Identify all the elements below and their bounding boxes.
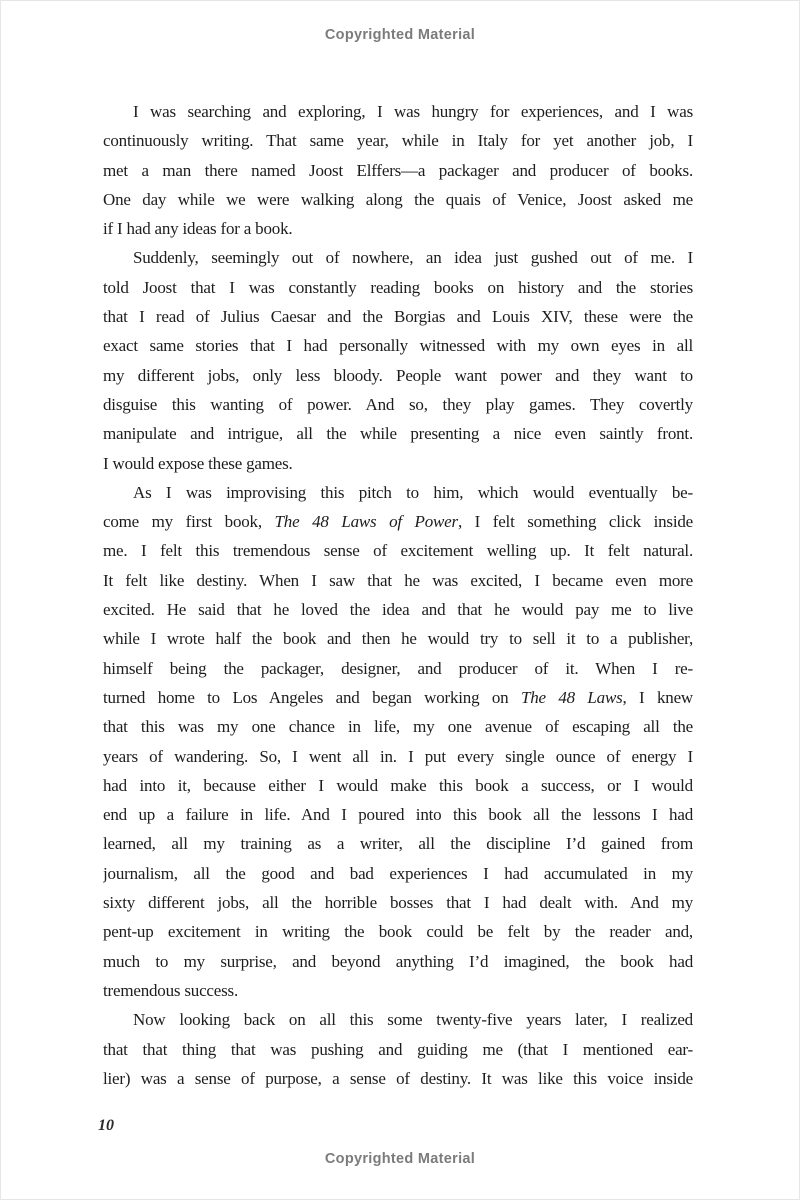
text-line [103, 771, 693, 800]
text-line [103, 595, 693, 624]
text-run: Suddenly, seemingly out of nowhere, an idea just gushed out of me. I [133, 248, 693, 268]
text-run: if I had any ideas for a book. [103, 219, 293, 239]
text-run: pent-up excitement in writing the book could be felt by the reader and, [103, 922, 693, 942]
text-run: journalism, all the good and bad experiences I had accumulated in my [103, 863, 693, 883]
text-run: exact same stories that I had personally witnessed with my own eyes in all [103, 336, 693, 356]
text-line [103, 1064, 693, 1093]
book-title-italic: The 48 Laws of Power [274, 512, 458, 532]
text-run: One day while we were walking along the quais of Venice, Joost asked me [103, 189, 693, 209]
text-run: disguise this wanting of power. And so, they play games. They covertly [103, 394, 693, 414]
text-run: manipulate and intrigue, all the while presenting a nice even saintly front. [103, 424, 693, 444]
text-line [103, 712, 693, 741]
text-line [103, 536, 693, 565]
text-run: end up a failure in life. And I poured into this book all the lessons I had [103, 805, 693, 825]
text-run: told Joost that I was constantly reading books on history and the stories [103, 277, 693, 297]
text-line [103, 273, 693, 302]
text-run: learned, all my training as a writer, all the discipline I’d gained from [103, 834, 693, 854]
text-line [103, 214, 693, 243]
text-line [103, 947, 693, 976]
text-run: met a man there named Joost Elffers—a packager and producer of books. [103, 160, 693, 180]
text-block [103, 97, 693, 1093]
text-line [103, 1005, 693, 1034]
text-run: turned home to Los Angeles and began working on [103, 687, 521, 707]
text-line [103, 390, 693, 419]
text-run: much to my surprise, and beyond anything I’d imagined, the book had [103, 951, 693, 971]
text-run: me. I felt this tremendous sense of excitement welling up. It felt natural. [103, 541, 693, 561]
text-run: , I felt something click inside [457, 512, 693, 532]
page-number: 10 [98, 1117, 114, 1134]
text-line [103, 976, 693, 1005]
text-run: that this was my one chance in life, my one avenue of escaping all the [103, 717, 693, 737]
text-run: tremendous success. [103, 980, 238, 1000]
text-line [103, 888, 693, 917]
text-run: my different jobs, only less bloody. People want power and they want to [103, 365, 693, 385]
text-run: that I read of Julius Caesar and the Borgias and Louis XIV, these were the [103, 307, 693, 327]
text-line [103, 1035, 693, 1064]
text-run: years of wandering. So, I went all in. I put every single ounce of energy I [103, 746, 693, 766]
text-line [103, 742, 693, 771]
text-run: himself being the packager, designer, and producer of it. When I re- [103, 658, 693, 678]
text-line [103, 156, 693, 185]
text-run: while I wrote half the book and then he would try to sell it to a publisher, [103, 629, 693, 649]
text-run: , I knew [622, 687, 693, 707]
text-line [103, 654, 693, 683]
text-run: I would expose these games. [103, 453, 293, 473]
text-run: I was searching and exploring, I was hungry for experiences, and I was [133, 102, 693, 121]
text-run: As I was improvising this pitch to him, which would eventually be- [133, 482, 693, 502]
text-line [103, 361, 693, 390]
text-line [103, 419, 693, 448]
text-run: It felt like destiny. When I saw that he was excited, I became even more [103, 570, 693, 590]
text-line [103, 126, 693, 155]
text-run: sixty different jobs, all the horrible bosses that I had dealt with. And my [103, 893, 693, 913]
text-run: lier) was a sense of purpose, a sense of destiny. It was like this voice inside [103, 1068, 693, 1088]
text-line [103, 624, 693, 653]
book-title-italic: The 48 Laws [520, 687, 623, 707]
text-line [103, 800, 693, 829]
text-line [103, 331, 693, 360]
text-line [103, 97, 693, 126]
text-run: come my first book, [103, 512, 275, 532]
footer-copyright-label: Copyrighted Material [324, 1151, 476, 1167]
text-line [103, 859, 693, 888]
text-run: Now looking back on all this some twenty-five years later, I realized [133, 1010, 693, 1030]
text-line [103, 449, 693, 478]
text-line [103, 507, 693, 536]
text-line [103, 566, 693, 595]
text-line [103, 478, 693, 507]
text-run: had into it, because either I would make this book a success, or I would [103, 775, 693, 795]
text-line [103, 185, 693, 214]
text-line [103, 829, 693, 858]
text-line [103, 243, 693, 272]
header-copyright-label: Copyrighted Material [324, 27, 476, 43]
text-run: continuously writing. That same year, while in Italy for yet another job, I [103, 131, 693, 151]
text-run: that that thing that was pushing and guiding me (that I mentioned ear- [103, 1039, 693, 1059]
text-line [103, 302, 693, 331]
text-run: excited. He said that he loved the idea and that he would pay me to live [103, 600, 693, 620]
text-line [103, 683, 693, 712]
text-line [103, 917, 693, 946]
